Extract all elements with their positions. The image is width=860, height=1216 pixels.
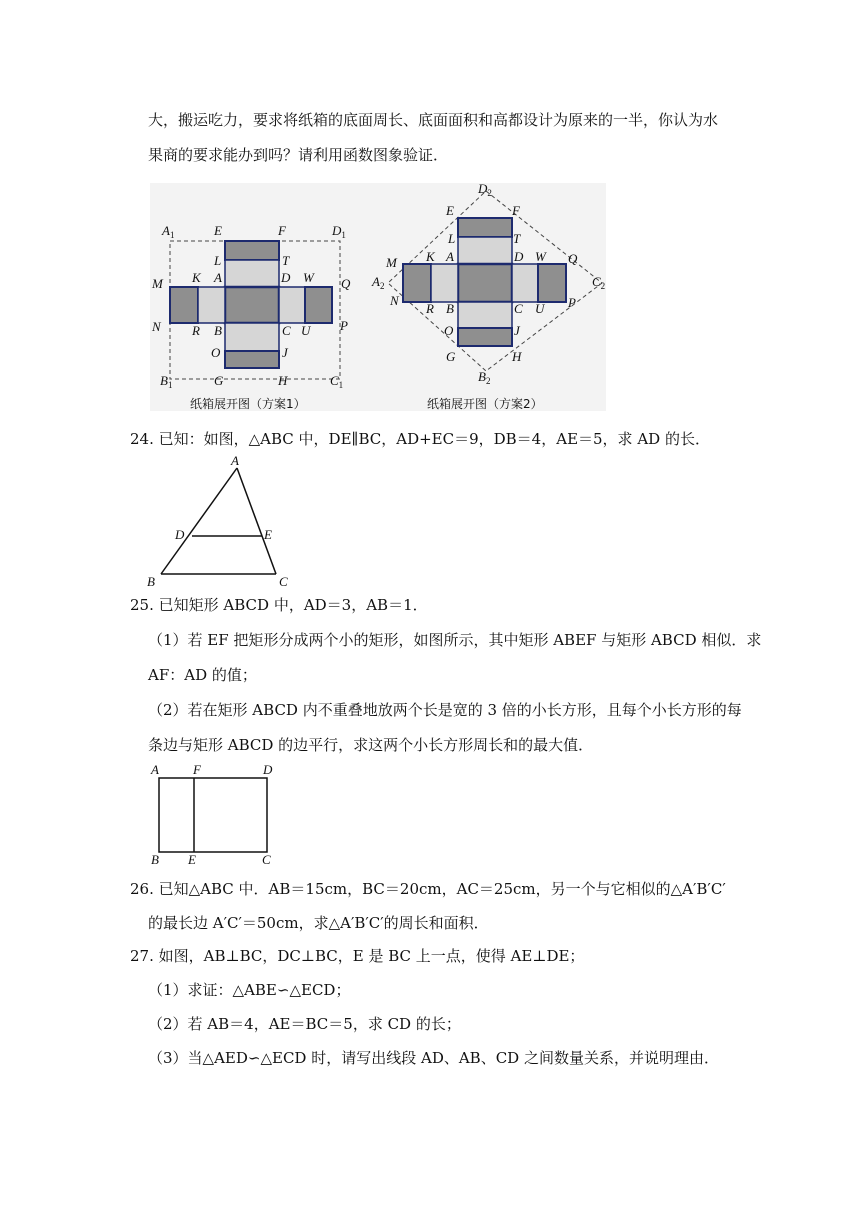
q25-part2-line-b: 条边与矩形 ABCD 的边平行，求这两个小长方形周长和的最大值． bbox=[148, 736, 594, 754]
svg-text:D: D bbox=[514, 249, 524, 264]
svg-text:C: C bbox=[262, 852, 271, 867]
svg-text:N: N bbox=[390, 293, 399, 308]
svg-text:N: N bbox=[152, 319, 161, 334]
svg-text:M: M bbox=[386, 255, 397, 270]
svg-text:B: B bbox=[147, 574, 155, 589]
svg-text:H: H bbox=[512, 349, 522, 364]
svg-text:D: D bbox=[263, 762, 273, 777]
svg-text:A: A bbox=[231, 453, 239, 468]
q27-part-2: （2）若 AB＝4，AE＝BC＝5，求 CD 的长； bbox=[148, 1015, 461, 1033]
svg-text:J: J bbox=[514, 323, 520, 338]
svg-text:D: D bbox=[281, 270, 291, 285]
q24-text: 已知：如图，△ABC 中，DE∥BC，AD+EC＝9，DB＝4，AE＝5，求 AD 的长． bbox=[158, 430, 710, 448]
q24-triangle-figure bbox=[145, 452, 295, 590]
q27-part-1: （1）求证：△ABE∽△ECD； bbox=[148, 981, 351, 999]
svg-text:E: E bbox=[214, 223, 222, 238]
svg-text:H: H bbox=[278, 373, 288, 388]
svg-text:P: P bbox=[340, 318, 348, 333]
svg-text:B2: $B_2$ bbox=[478, 369, 491, 386]
svg-text:L: L bbox=[448, 231, 456, 246]
svg-text:Q: Q bbox=[568, 251, 578, 266]
q26-line bbox=[130, 878, 726, 900]
svg-text:A: A bbox=[214, 270, 222, 285]
scheme-2-caption: 纸箱展开图（方案2） bbox=[427, 397, 543, 411]
svg-text:B: B bbox=[214, 323, 222, 338]
svg-text:C: C bbox=[514, 301, 523, 316]
svg-text:O: O bbox=[211, 345, 221, 360]
svg-text:W: W bbox=[535, 249, 546, 264]
svg-text:M: M bbox=[152, 276, 163, 291]
svg-text:K: K bbox=[426, 249, 435, 264]
q24-number: 24. bbox=[130, 430, 154, 448]
svg-text:C2: $C_2$ bbox=[592, 274, 606, 291]
svg-text:R: R bbox=[426, 301, 434, 316]
scheme-1-caption: 纸箱展开图（方案1） bbox=[190, 397, 306, 411]
svg-text:F: F bbox=[193, 762, 201, 777]
q27-number: 27. bbox=[130, 947, 154, 965]
q25-number: 25. bbox=[130, 596, 154, 614]
box-net-scheme-2 bbox=[370, 183, 610, 413]
svg-text:L: L bbox=[214, 253, 222, 268]
svg-text:J: J bbox=[282, 345, 288, 360]
svg-text:G: G bbox=[446, 349, 456, 364]
svg-text:A: A bbox=[151, 762, 159, 777]
svg-text:P: P bbox=[568, 295, 576, 310]
q26-number: 26. bbox=[130, 880, 154, 898]
q25-rectangle-figure bbox=[145, 760, 285, 868]
svg-text:C: C bbox=[279, 574, 288, 589]
q25-part2-line-a: （2）若在矩形 ABCD 内不重叠地放两个长是宽的 3 倍的小长方形，且每个小长方形的每 bbox=[148, 701, 742, 719]
svg-text:D: D bbox=[175, 527, 185, 542]
svg-text:D1: $D_1$ bbox=[332, 223, 346, 240]
svg-text:A2: $A_2$ bbox=[372, 274, 385, 291]
svg-text:B: B bbox=[446, 301, 454, 316]
svg-text:A1: $A_1$ bbox=[162, 223, 175, 240]
svg-text:T: T bbox=[513, 231, 521, 246]
q25-part1-line-b: AF：AD 的值； bbox=[148, 666, 257, 684]
svg-text:E: E bbox=[264, 527, 272, 542]
svg-text:O: O bbox=[444, 323, 454, 338]
svg-text:A: A bbox=[446, 249, 454, 264]
svg-text:Q: Q bbox=[341, 276, 351, 291]
svg-text:D2: $D_2$ bbox=[478, 183, 492, 198]
svg-text:C: C bbox=[282, 323, 291, 338]
svg-text:R: R bbox=[192, 323, 200, 338]
q27-line bbox=[130, 945, 584, 967]
q25-text: 已知矩形 ABCD 中，AD＝3，AB＝1． bbox=[158, 596, 428, 614]
svg-text:F: F bbox=[512, 203, 520, 218]
svg-text:B1: $B_1$ bbox=[160, 373, 173, 390]
svg-text:G: G bbox=[214, 373, 224, 388]
intro-line-1: 大，搬运吃力，要求将纸箱的底面周长、底面面积和高都设计为原来的一半，你认为水 bbox=[148, 111, 719, 129]
svg-text:B: B bbox=[151, 852, 159, 867]
q24-line bbox=[130, 428, 710, 450]
svg-text:T: T bbox=[282, 253, 290, 268]
svg-text:U: U bbox=[301, 323, 311, 338]
svg-text:E: E bbox=[446, 203, 454, 218]
q27-text: 如图，AB⊥BC，DC⊥BC，E 是 BC 上一点，使得 AE⊥DE； bbox=[158, 947, 585, 965]
svg-text:K: K bbox=[192, 270, 201, 285]
svg-text:E: E bbox=[188, 852, 196, 867]
q27-part-3: （3）当△AED∽△ECD 时，请写出线段 AD、AB、CD 之间数量关系，并说明理由． bbox=[148, 1049, 719, 1067]
intro-line-2: 果商的要求能办到吗？请利用函数图象验证． bbox=[148, 146, 449, 164]
svg-text:C1: $C_1$ bbox=[330, 373, 344, 390]
q25-part1-line-a: （1）若 EF 把矩形分成两个小的矩形，如图所示，其中矩形 ABEF 与矩形 ABCD 相似．求 bbox=[148, 631, 762, 649]
svg-text:U: U bbox=[535, 301, 545, 316]
svg-text:F: F bbox=[278, 223, 286, 238]
svg-text:W: W bbox=[303, 270, 314, 285]
q25-line bbox=[130, 594, 428, 616]
q26-text: 已知△ABC 中．AB＝15cm，BC＝20cm，AC＝25cm，另一个与它相似的△A′B′C′ bbox=[158, 880, 726, 898]
q26-line-2: 的最长边 A′C′＝50cm，求△A′B′C′的周长和面积． bbox=[148, 914, 489, 932]
